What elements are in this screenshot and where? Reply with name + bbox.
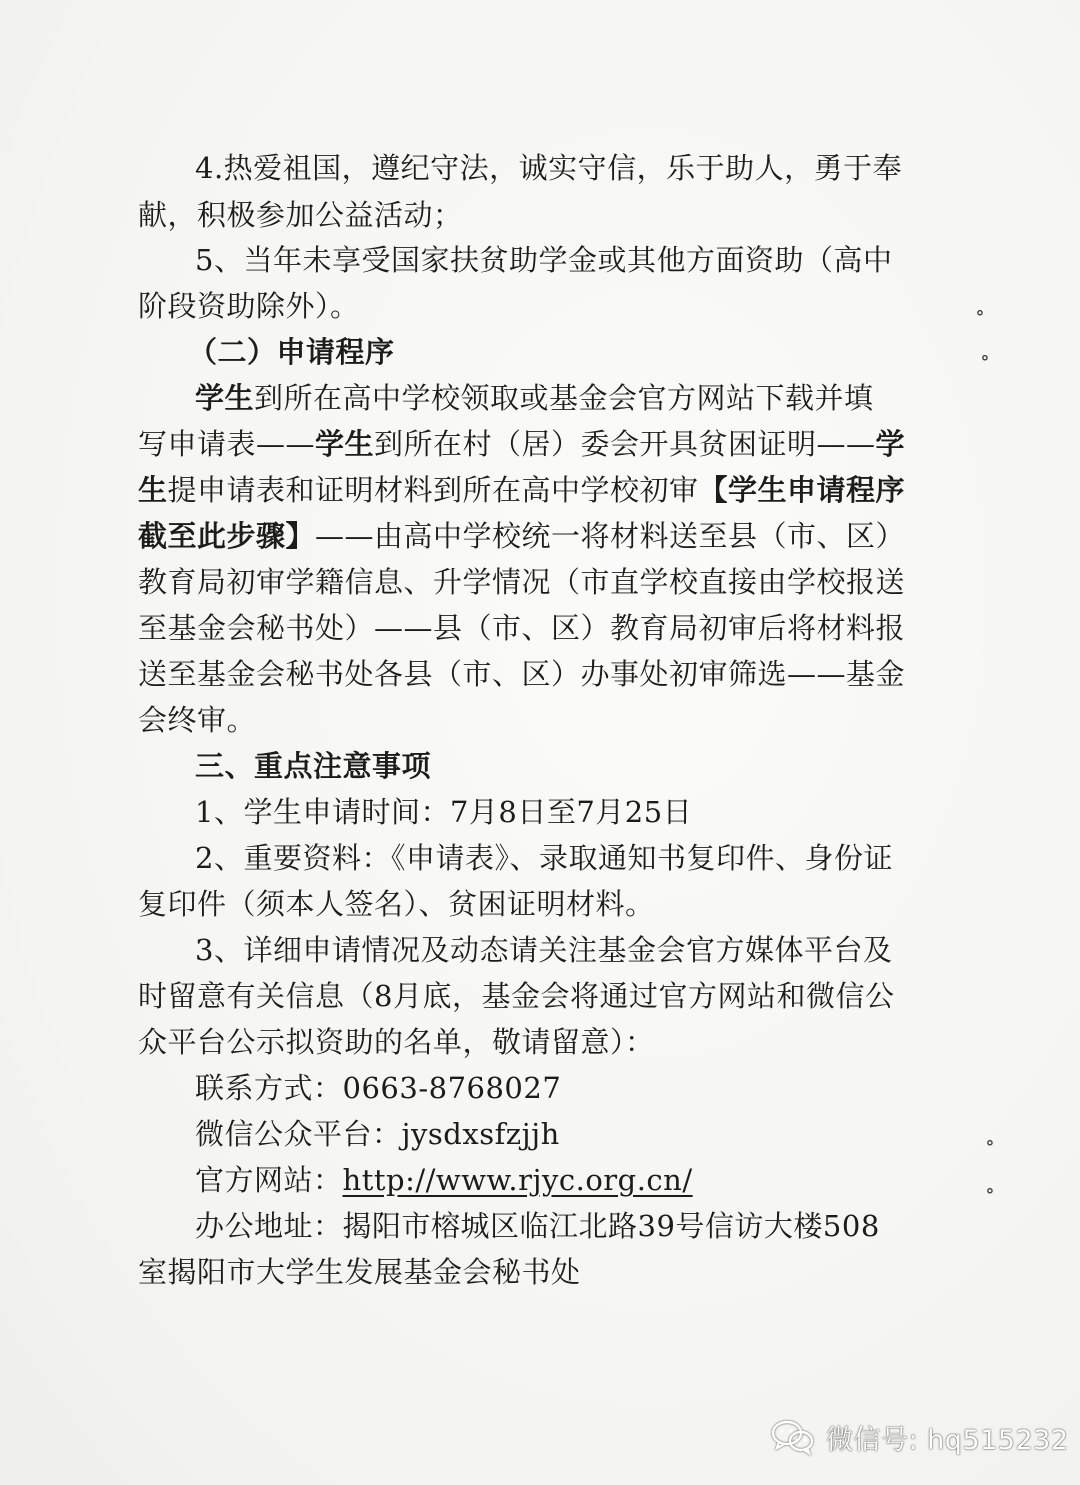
line-text: 写申请表—— bbox=[138, 427, 316, 461]
paragraph-line: 送至基金会秘书处各县（市、区）办事处初审筛选——基金 bbox=[138, 657, 906, 691]
address-line: 室揭阳市大学生发展基金会秘书处 bbox=[138, 1255, 581, 1289]
paragraph-line bbox=[195, 378, 874, 418]
wechat-account: jysdxsfzjjh bbox=[401, 1117, 560, 1151]
paragraph-line: 至基金会秘书处）——县（市、区）教育局初审后将材料报 bbox=[138, 611, 906, 645]
emphasis-text: 生 bbox=[138, 473, 168, 507]
paragraph-line: 会终审。 bbox=[138, 703, 257, 737]
scan-speck: ∘ bbox=[980, 345, 990, 369]
emphasis-text: 学生 bbox=[315, 427, 375, 461]
contact-phone-line bbox=[195, 1068, 561, 1108]
paragraph-line: 2、重要资料：《申请表》、录取通知书复印件、身份证 bbox=[195, 841, 893, 875]
paragraph-line: 时留意有关信息（8月底，基金会将通过官方网站和微信公 bbox=[138, 979, 895, 1013]
paragraph-line bbox=[138, 516, 906, 556]
section-heading: （二）申请程序 bbox=[188, 335, 395, 369]
watermark bbox=[770, 1415, 1069, 1459]
website-link[interactable]: http://www.rjyc.org.cn/ bbox=[342, 1163, 693, 1197]
address-label: 办公地址： bbox=[195, 1209, 343, 1243]
contact-phone: 0663-8768027 bbox=[342, 1071, 562, 1105]
wechat-icon bbox=[770, 1417, 816, 1457]
paragraph-line: 4.热爱祖国，遵纪守法，诚实守信，乐于助人，勇于奉 bbox=[195, 151, 903, 185]
contact-label: 联系方式： bbox=[195, 1071, 343, 1105]
wechat-label: 微信公众平台： bbox=[195, 1117, 402, 1151]
website-line bbox=[195, 1160, 693, 1200]
emphasis-text: 截至此步骤】 bbox=[138, 519, 316, 553]
watermark-text: 微信号: hq515232 bbox=[826, 1424, 1069, 1456]
paragraph-line: 献，积极参加公益活动； bbox=[138, 198, 463, 232]
paragraph-line: 教育局初审学籍信息、升学情况（市直学校直接由学校报送 bbox=[138, 565, 906, 599]
line-text: 到所在村（居）委会开具贫困证明—— bbox=[374, 427, 876, 461]
emphasis-text: 学 bbox=[875, 427, 906, 461]
scan-speck: ∘ bbox=[975, 300, 985, 324]
paragraph-line: 1、学生申请时间：7月8日至7月25日 bbox=[195, 795, 693, 829]
paragraph-line bbox=[138, 470, 906, 510]
wechat-account-line bbox=[195, 1114, 560, 1154]
emphasis-text: 学生 bbox=[195, 381, 255, 415]
paragraph-line bbox=[138, 424, 906, 464]
paragraph-line: 复印件（须本人签名）、贫困证明材料。 bbox=[138, 887, 655, 921]
section-heading: 三、重点注意事项 bbox=[195, 749, 432, 783]
scan-speck: ∘ bbox=[985, 1178, 995, 1202]
scan-speck: ∘ bbox=[985, 1130, 995, 1154]
paragraph-line: 5、当年未享受国家扶贫助学金或其他方面资助（高中 bbox=[195, 243, 893, 277]
paragraph-line: 阶段资助除外）。 bbox=[138, 289, 360, 323]
line-text: 提申请表和证明材料到所在高中学校初审 bbox=[167, 473, 699, 507]
address-line bbox=[195, 1206, 880, 1246]
address-text: 揭阳市榕城区临江北路39号信访大楼508 bbox=[342, 1209, 880, 1243]
paragraph-line: 3、详细申请情况及动态请关注基金会官方媒体平台及 bbox=[195, 933, 893, 967]
line-text: ——由高中学校统一将材料送至县（市、区） bbox=[315, 519, 906, 553]
website-label: 官方网站： bbox=[195, 1163, 343, 1197]
line-text: 到所在高中学校领取或基金会官方网站下载并填 bbox=[254, 381, 874, 415]
emphasis-text: 【学生申请程序 bbox=[698, 473, 906, 507]
paragraph-line: 众平台公示拟资助的名单，敬请留意）： bbox=[138, 1025, 655, 1059]
